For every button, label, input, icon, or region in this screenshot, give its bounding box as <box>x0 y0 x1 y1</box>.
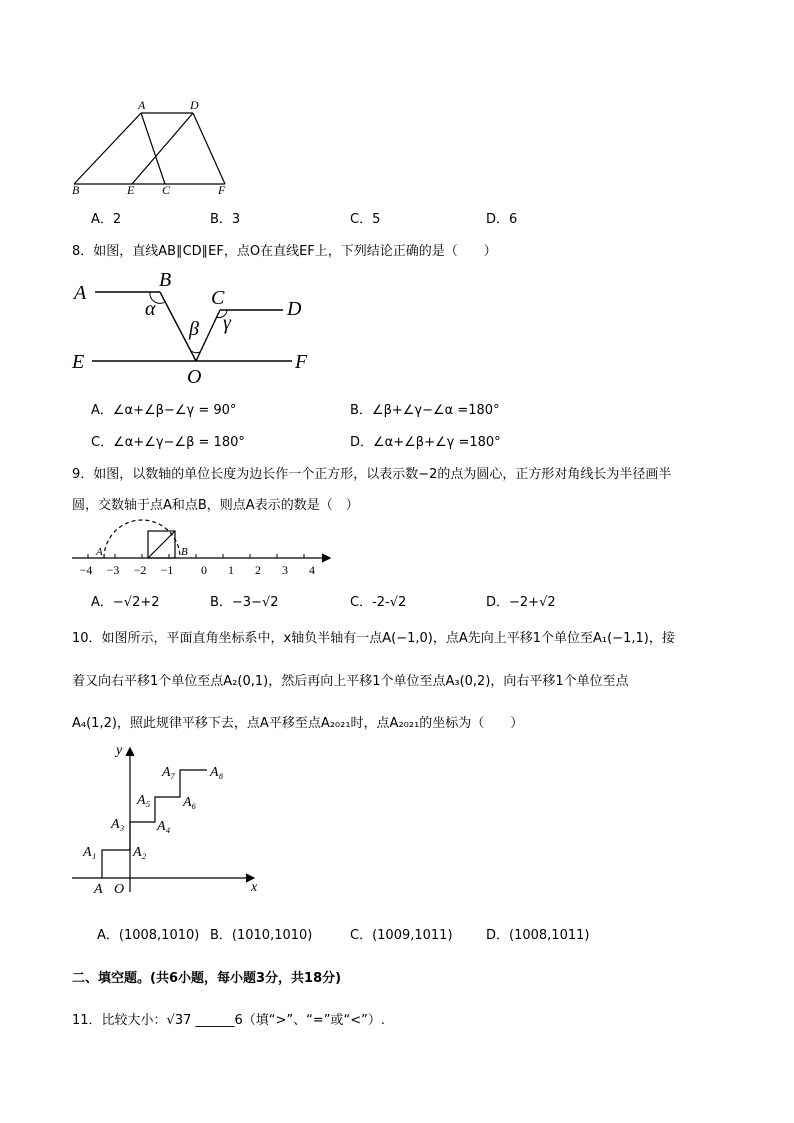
q7-label-f: F <box>218 183 226 197</box>
q7-option-c[interactable]: C．5 <box>350 212 381 227</box>
q8-option-a[interactable]: A．∠α+∠β−∠γ = 90° <box>91 403 237 418</box>
q9-tick-label: −4 <box>79 563 93 577</box>
q10-label-a7: A₇ <box>162 765 176 780</box>
q8-label-f: F <box>295 351 308 373</box>
q10-stem-line3: A₄(1,2)，照此规律平移下去，点A平移至点A₂₀₂₁时，点A₂₀₂₁的坐标为（ ） <box>72 716 524 731</box>
q10-label-a5: A₅ <box>137 793 151 808</box>
q10-label-y: y <box>116 743 123 758</box>
q10-option-d[interactable]: D．(1008,1011) <box>486 928 590 943</box>
q11-stem: 11．比较大小：√37 ______6（填“>”、“=”或“<”）. <box>72 1013 385 1028</box>
q8-label-gamma: γ <box>223 312 231 334</box>
q8-label-beta: β <box>189 318 199 340</box>
q8-option-d[interactable]: D．∠α+∠β+∠γ =180° <box>350 435 501 450</box>
q7-label-a: A <box>138 98 146 112</box>
q8-option-b[interactable]: B．∠β+∠γ−∠α =180° <box>350 403 500 418</box>
q8-label-c: C <box>211 287 225 309</box>
section-heading: 二、填空题。(共6小题，每小题3分，共18分) <box>72 971 342 986</box>
q8-label-b: B <box>159 269 172 291</box>
q9-tick-label: 2 <box>255 563 261 577</box>
q10-label-a: A <box>94 882 103 897</box>
q9-tick-label: −1 <box>160 563 174 577</box>
q7-figure <box>68 96 238 196</box>
q9-option-a[interactable]: A．−√2+2 <box>91 595 160 610</box>
q10-label-a2: A₂ <box>133 845 147 860</box>
q10-label-a1: A₁ <box>83 845 97 860</box>
q9-tick-label: 0 <box>201 563 207 577</box>
q9-tick-label: −3 <box>106 563 120 577</box>
q9-option-c[interactable]: C．-2-√2 <box>350 595 407 610</box>
q7-label-b: B <box>72 183 80 197</box>
q8-label-alpha: α <box>145 298 156 320</box>
q9-stem-line2: 圆，交数轴于点A和点B，则点A表示的数是（ ） <box>72 498 359 513</box>
q10-label-o: O <box>114 882 125 897</box>
q8-label-d: D <box>287 298 302 320</box>
q8-stem: 8．如图，直线AB∥CD∥EF，点O在直线EF上，下列结论正确的是（ ） <box>72 244 497 259</box>
q9-figure <box>70 518 340 578</box>
q10-label-x: x <box>251 880 258 895</box>
q8-figure <box>70 266 320 386</box>
q7-option-d[interactable]: D．6 <box>486 212 518 227</box>
q10-figure <box>70 740 270 900</box>
q10-label-a8: A₈ <box>210 765 224 780</box>
q10-option-a[interactable]: A．(1008,1010) <box>97 928 200 943</box>
q8-label-e: E <box>72 351 85 373</box>
q9-tick-label: 4 <box>309 563 315 577</box>
q9-label-b: B <box>181 546 188 558</box>
q8-option-c[interactable]: C．∠α+∠γ−∠β = 180° <box>91 435 245 450</box>
q10-stem-line1: 10．如图所示，平面直角坐标系中，x轴负半轴有一点A(−1,0)，点A先向上平移1个单位至A₁(−1,1)，接 <box>72 631 675 646</box>
q9-tick-label: 3 <box>282 563 288 577</box>
q8-label-a: A <box>74 282 87 304</box>
q7-label-e: E <box>127 183 135 197</box>
q10-label-a6: A₆ <box>183 795 197 810</box>
q9-option-d[interactable]: D．−2+√2 <box>486 595 556 610</box>
q7-option-a[interactable]: A．2 <box>91 212 122 227</box>
q10-option-c[interactable]: C．(1009,1011) <box>350 928 453 943</box>
q10-label-a4: A₄ <box>157 819 171 834</box>
q9-tick-label: 1 <box>228 563 234 577</box>
q9-option-b[interactable]: B．−3−√2 <box>210 595 279 610</box>
q7-label-c: C <box>162 183 171 197</box>
q8-label-o: O <box>187 366 202 388</box>
q10-label-a3: A₃ <box>111 817 125 832</box>
q9-stem-line1: 9．如图，以数轴的单位长度为边长作一个正方形，以表示数−2的点为圆心，正方形对角线长为半径画半 <box>72 467 672 482</box>
q7-option-b[interactable]: B．3 <box>210 212 241 227</box>
q10-stem-line2: 着又向右平移1个单位至点A₂(0,1)，然后再向上平移1个单位至点A₃(0,2)，向右平移1个单位至点 <box>72 674 629 689</box>
q10-option-b[interactable]: B．(1010,1010) <box>210 928 313 943</box>
q7-label-d: D <box>190 98 199 112</box>
q9-label-a: A <box>96 546 103 558</box>
q9-tick-label: −2 <box>133 563 147 577</box>
